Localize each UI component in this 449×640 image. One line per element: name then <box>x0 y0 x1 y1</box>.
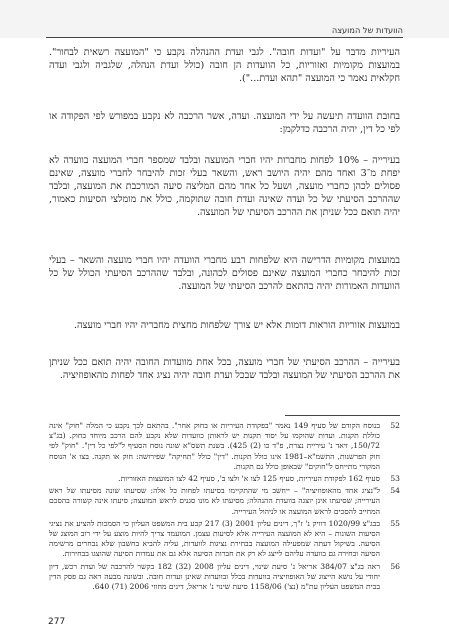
footnote-number: 53 <box>390 474 400 484</box>
footnote-text: ראה בג"צ 384/07 אריאל נ' סיעת שינוי, דינים עליון 2008 (32) 182 בקשר להרכבה של ועדת רכש, דיון יחודי על נושא הייצוג של האופוזיציה בוועדות בכלל ובוועדות שאינן ועדות חובה. ובשונה מבעה ראה גם פסק הדין בבית המשפט העליון עת"מ (נצ') 1158/06 סיעת שינוי נ' אריאל, דינים מחוזי 2006 (71) 640. <box>49 561 380 592</box>
footnote-number: 54 <box>390 486 400 496</box>
footnote <box>49 486 400 517</box>
running-header: הוועדות של המועצה <box>331 25 403 35</box>
header-rule <box>46 37 403 38</box>
footnote <box>49 421 400 472</box>
footnote-number: 56 <box>390 561 400 571</box>
footnote-number: 52 <box>390 421 400 430</box>
paragraph-2: בחובת הוועדה תיעשה על ידי המועצה. ועדה, אשר הרכבה לא נקבע במפורש לפי הפקודה או לפי כל דין, יהיה הרכבה כדלקמן: <box>49 111 400 136</box>
footnote-text: סעיף 162 לפקודת העיריות, סעיף 125 לצו א' ולצו ב', סעיף 42 לצו המועצות האזוריות. <box>118 474 380 484</box>
footnote-separator <box>285 415 400 416</box>
footnote-text: ל"נציג אחד מהאופוזיציה" – ייחשב מי שהתקיימו בסיעתו לפחות כל אלה: שסיעתו שונה מסיעתו של ראש העירייה; שסיעתו אינן יוצגה בוועדת ההנהלה; מסיעתו לא מונו סגנים לראש המועצה; סיעתו אינה קשורה בהסכם המחייב להסכים לראש המועצה או לניהול העירייה. <box>49 486 380 516</box>
footnotes <box>49 421 400 594</box>
footnote-text: בבג"צ 1020/99 דוויק נ' ז"ך, דינים עליון 2001 (3) 217 קבע בית המשפט העליון כי הסמכות להציע את נציגי הסיעות השונות – היא לא המועצה העירייה אלא לסיעות עצמן. המועמד צריך להיות מוצע על ידי רוב המוצג של הסיעה. בשיקול דעתה שמפעילה המועצה בבחירת נציגות לוועדות, עליה להביא בחשבון שלא נבחרים מרשימה הסיעה ובחירה גם בוועדה עליהם לייצג לא רק את חברות הסיעה אלא גם את עמדות הסיעה שהוצגו בבחירות. <box>49 518 380 559</box>
paragraph-5: במועצות אזוריות הוראות דומות אלא יש צורך שלפחות מחצית מחבריה יהיו חברי מועצה. <box>73 320 400 331</box>
footnote <box>49 519 400 560</box>
footnote <box>49 562 400 593</box>
footnote-text: בנוסח הקודם של סעיף 149 נאמר "בפקודת העיריות או בחוק אחר". בהתאם לכך נקבע כי המלה "חוק" אינה כוללת תקנות. ועדות שהוקמו על יסוד תקנות יש לראותן כוועדות שלא נקבע להם הרכב מיוחד בחוק. (בג"צ 150/72, זיאד נ' עיריית נצרת, פ"ד כו (2) 425). בשנת תשס"א שונה נוסח הסעיף ל"לפי כל דין". "חוק" לפי חוק הפרשנות, התשמ"א–1981 אינו כולל תקנות. "דין" כולל "תחיקה" שפירושה: חוק או תקנה. בצו א' הנוסח המקורי מתייחס ל"חוקים" שבאופן כולל גם תקנות. <box>49 421 380 471</box>
footnote <box>49 474 400 484</box>
page-number: 277 <box>48 617 66 627</box>
paragraph-1: העיריות מדבר על "ועדות חובה". לגבי ועדת ההנהלה נקבע כי "המועצה רשאית לבחור". במועצות מקומיות ואזוריות, כל הוועדות הן חובה (כולל ועדת הנהלה, שלגביה ולגבי ועדה חקלאית נאמר כי המועצה "תהא ועדת..."). <box>49 47 400 85</box>
footnote-number: 55 <box>390 518 400 528</box>
paragraph-3: בעירייה – 10% לפחות מחברות יהיו חברי המועצה ובלבד שמספר חברי המועצה בוועדה לא יפחת מ־3 ואחד מהם יהיה היושב ראש, והשאר בעלי זכות להיבחר לחברי מועצה, שאינם פסולים לכהן כחברי מועצה, ושעל כל אחד מהם המליצה סיעה המורכבת את המועצה, ובלבד שההרכב הסיעתי של כל ועדה שאינה ועדת חובה שתוקמה, כולל את מומלצי הסיעות כאמור, יהיה תואם ככל שניתן את ההרכב הסיעתי של המועצה. <box>49 155 400 219</box>
paragraph-4: במועצות מקומיות הדרישה היא שלפחות רבע מחברי הוועדה יהיו חברי מועצה והשאר – בעלי זכות להיבחר כחברי המועצה שאינם פסולים לכהונה, ובלבד שההרכב הסיעתי הכולל של כל הוועדות האמורות יהיה בהתאם להרכב הסיעתי של המועצה. <box>49 255 400 293</box>
paragraph-6: בעירייה – ההרכב הסיעתי של חברי מועצה, בכל אחת מוועדות החובה יהיה תואם ככל שניתן את ההרכב הסיעתי של המועצה ובלבד שבכל ועדת חובה יהיה נציג אחד לפחות מהאופוזיציה. <box>49 357 400 382</box>
